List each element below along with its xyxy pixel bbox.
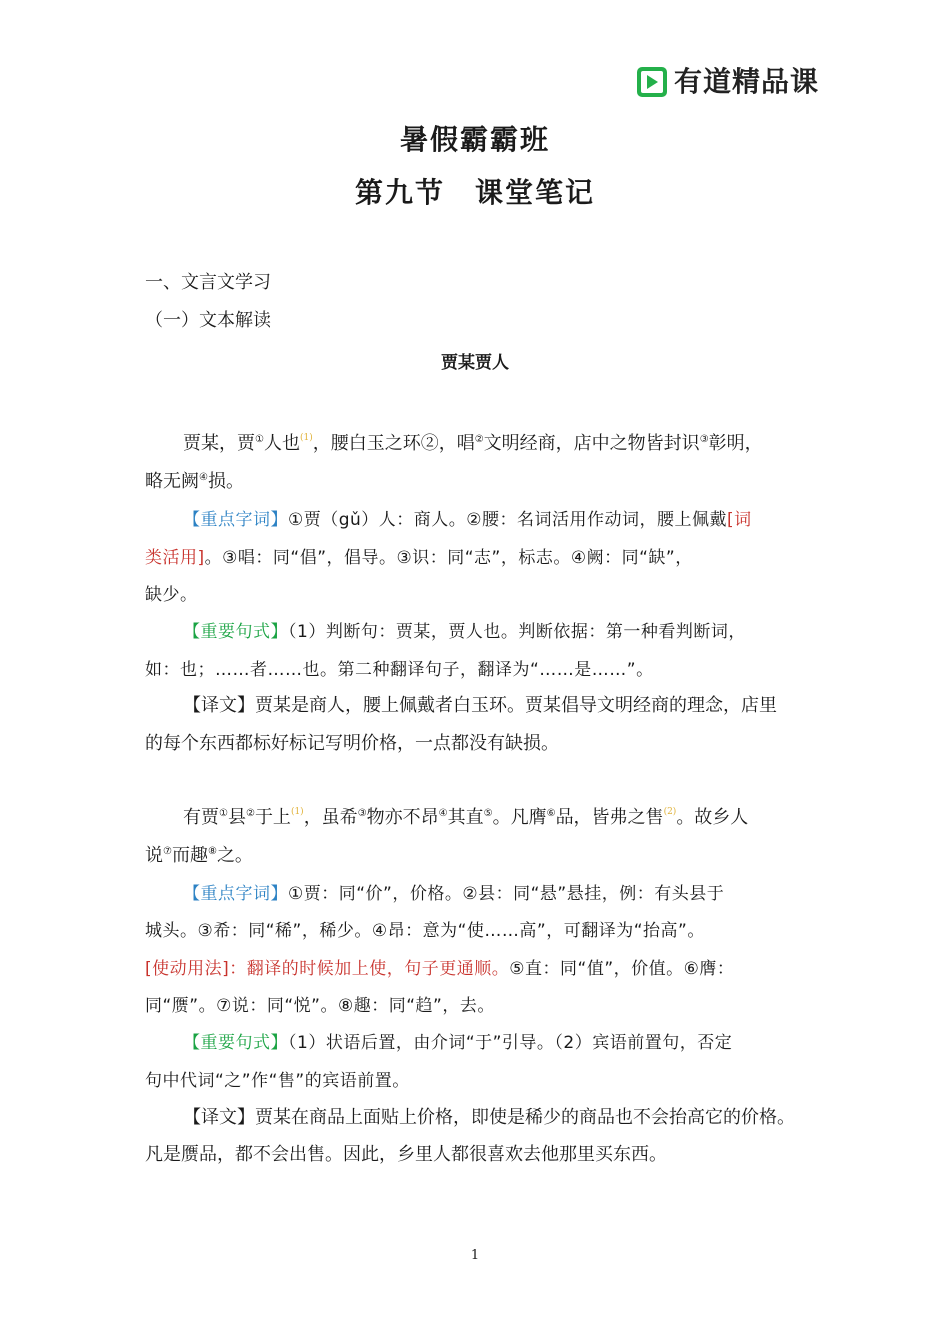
sentence-pattern-2-line-1: 【重要句式】（1）状语后置，由介词“于”引导。（2）宾语前置句，否定: [183, 1033, 733, 1053]
translation-1-line-1: 【译文】贾某是商人，腰上佩戴者白玉环。贾某倡导文明经商的理念，店里: [183, 695, 777, 716]
sentence-pattern-1-line-2: 如：也；……者……也。第二种翻译句子，翻译为“……是……”。: [145, 660, 654, 680]
key-words-1-line-3: 缺少。: [145, 585, 198, 605]
sentence-pattern-2-line-2: 句中代词“之”作“售”的宾语前置。: [145, 1071, 410, 1091]
youdao-play-icon: [636, 66, 668, 98]
page-number: 1: [470, 1248, 480, 1263]
key-words-2-line-3: [使动用法]：翻译的时候加上使，句子更通顺。⑤直：同“值”，价值。⑥膺：: [145, 959, 735, 979]
heading-2: （一）文本解读: [145, 310, 271, 331]
key-words-label: 【重点字词】: [183, 884, 288, 904]
footnote-marker: (1): [299, 433, 313, 443]
passage-2-line-1: 有贾①县②于上$^{(1)}$，虽希③物亦不昂④其直⑤。凡膺⑥品，皆弗之售$^{(2)}$。故乡人: [183, 807, 749, 828]
section-label: 第九节: [354, 176, 445, 209]
translation-2-line-1: 【译文】贾某在商品上面贴上价格，即使是稀少的商品也不会抬高它的价格。: [183, 1107, 795, 1128]
translation-2-line-2: 凡是赝品，都不会出售。因此，乡里人都很喜欢去他那里买东西。: [145, 1144, 667, 1165]
doc-title: 暑假霸霸班: [399, 123, 550, 156]
heading-1: 一、文言文学习: [145, 272, 271, 293]
key-words-2-line-2: 城头。③希：同“稀”，稀少。④昂：意为“使……高”，可翻译为“抬高”。: [145, 921, 705, 941]
translation-label: 【译文】: [183, 1107, 255, 1128]
key-words-2-line-4: 同“赝”。⑦说：同“悦”。⑧趣：同“趋”，去。: [145, 996, 495, 1016]
section-subtitle: 课堂笔记: [475, 176, 596, 209]
translation-label: 【译文】: [183, 695, 255, 716]
passage-1-line-1: 贾某，贾①人也$^{(1)}$，腰白玉之环②，唱②文明经商，店中之物皆封识③彰明，: [183, 433, 763, 454]
key-words-label: 【重点字词】: [183, 510, 288, 530]
brand-name: 有道精品课: [674, 65, 820, 98]
translation-1-line-2: 的每个东西都标好标记写明价格，一点都没有缺损。: [145, 733, 559, 754]
key-words-1-line-2: 类活用]。③唱：同“倡”，倡导。③识：同“志”，标志。④阙：同“缺”，: [145, 548, 693, 568]
doc-section-title: [0, 171, 950, 211]
key-words-1-line-1: 【重点字词】①贾（gǔ）人：商人。②腰：名词活用作动词，腰上佩戴[词: [183, 510, 752, 530]
footnote-marker: (2): [663, 807, 677, 817]
sentence-pattern-label: 【重要句式】: [183, 622, 288, 642]
passage-title: 贾某贾人: [441, 353, 509, 373]
passage-1-line-2: 略无阙④损。: [145, 471, 244, 492]
sentence-pattern-label: 【重要句式】: [183, 1033, 288, 1053]
sentence-pattern-1-line-1: 【重要句式】（1）判断句：贾某，贾人也。判断依据：第一种看判断词，: [183, 622, 746, 642]
key-words-2-line-1: 【重点字词】①贾：同“价”，价格。②县：同“悬”悬挂，例：有头县于: [183, 884, 725, 904]
passage-2-line-2: 说⑦而趣⑧之。: [145, 845, 253, 866]
brand-logo: [636, 66, 819, 98]
footnote-marker: (1): [290, 807, 304, 817]
